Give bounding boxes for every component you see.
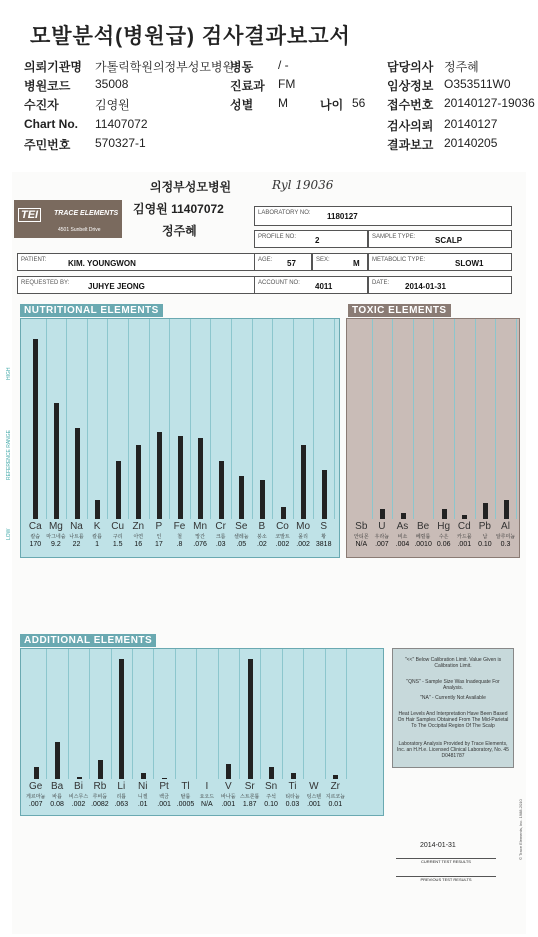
element-bar <box>162 778 167 779</box>
header-value: 20140127 <box>444 117 498 131</box>
element-symbol: W <box>309 781 319 792</box>
element-korean-name: 아연 <box>133 534 144 540</box>
element-korean-name: 셀레늄 <box>234 534 249 540</box>
age-box <box>254 253 312 271</box>
element-column <box>303 649 325 779</box>
element-symbol: Sn <box>264 781 278 792</box>
low-label: LOW <box>6 528 12 540</box>
element-value: .001 <box>221 801 236 808</box>
element-korean-name: 크롬 <box>215 534 226 540</box>
element-korean-name: 카드뮴 <box>457 534 472 540</box>
legend-box <box>392 648 514 768</box>
stamp-hospital: 의정부성모병원 <box>150 180 232 194</box>
element-symbol: Hg <box>437 521 451 532</box>
element-symbol: Sb <box>355 521 368 532</box>
trace-elements-logo <box>14 200 122 238</box>
element-column <box>454 319 476 519</box>
element-korean-name: 주석 <box>266 794 276 800</box>
element-value: N/A <box>201 801 213 808</box>
header-key: 접수번호 <box>387 98 434 112</box>
element-value: 170 <box>29 541 42 548</box>
element-bar <box>116 461 121 519</box>
element-value: .0005 <box>176 801 195 808</box>
header-value: / - <box>278 58 289 72</box>
header-value: 11407072 <box>95 117 148 131</box>
element-value: 0.08 <box>50 801 64 808</box>
element-bar <box>504 500 509 519</box>
header-value: 56 <box>352 96 366 110</box>
element-bar <box>301 445 306 519</box>
element-value: .007 <box>375 541 389 548</box>
toxic-title: TOXIC ELEMENTS <box>348 304 451 317</box>
element-column <box>87 319 109 519</box>
element-bar <box>95 500 100 519</box>
patient-sex: M <box>353 259 360 268</box>
element-symbol: Cu <box>111 521 125 532</box>
legend-note: Heat Levels And Interpretation Have Been Based On Hair Samples Obtained From The Mid-Parietal To The Occipital Region Of The Scalp <box>397 711 509 729</box>
field-label: PATIENT: <box>21 257 47 263</box>
sample-box <box>368 230 512 248</box>
element-symbol: Pb <box>478 521 491 532</box>
element-value: .02 <box>257 541 267 548</box>
element-symbol: Zr <box>330 781 341 792</box>
element-bar <box>34 767 39 779</box>
header-value: 정주혜 <box>444 60 479 74</box>
element-value: 0.01 <box>328 801 343 808</box>
element-symbol: Co <box>276 521 289 532</box>
stamp-doctor: 정주혜 <box>162 224 197 238</box>
element-korean-name: 비스무스 <box>68 794 89 800</box>
element-column <box>25 649 47 779</box>
element-column <box>68 649 90 779</box>
element-column <box>282 649 304 779</box>
element-korean-name: 붕소 <box>257 534 267 540</box>
element-korean-name: 비소 <box>397 534 408 540</box>
element-symbol: V <box>224 781 232 792</box>
element-korean-name: 철 <box>177 534 182 540</box>
element-korean-name: 알루미늄 <box>495 534 516 540</box>
legend-note: "<<" Below Calibration Limit. Value Given is Calibration Limit. <box>404 657 502 669</box>
header-key: 진료과 <box>230 79 265 93</box>
element-symbol: I <box>205 781 209 792</box>
footer-date: 2014-01-31 <box>420 842 456 849</box>
element-value: .007 <box>28 801 43 808</box>
element-value: 3818 <box>315 541 332 548</box>
element-symbol: U <box>378 521 386 532</box>
element-korean-name: 게르마늄 <box>26 794 46 800</box>
element-bar <box>442 509 447 519</box>
element-symbol: Fe <box>173 521 186 532</box>
element-bar <box>157 432 162 519</box>
header-key: 결과보고 <box>387 138 434 152</box>
header-value: 570327-1 <box>95 136 146 150</box>
high-label: HIGH <box>6 367 12 380</box>
element-korean-name: 지르코늄 <box>325 794 345 800</box>
element-bar <box>291 773 296 779</box>
element-bar <box>248 659 253 779</box>
element-bar <box>322 470 327 519</box>
element-symbol: Sr <box>244 781 255 792</box>
account-box <box>254 276 368 294</box>
element-bar <box>380 509 385 519</box>
requested-box <box>17 276 255 294</box>
element-symbol: P <box>155 521 163 532</box>
element-column <box>413 319 435 519</box>
element-column <box>196 649 218 779</box>
element-symbol: Ni <box>137 781 148 792</box>
element-bar <box>483 503 488 519</box>
element-korean-name: 바나듐 <box>221 794 236 800</box>
element-korean-name: 구리 <box>112 534 123 540</box>
element-bar <box>198 438 203 519</box>
element-column <box>272 319 294 519</box>
element-korean-name: 칼륨 <box>92 534 102 540</box>
element-column <box>153 649 175 779</box>
element-bar <box>33 339 38 519</box>
element-korean-name: 칼슘 <box>30 534 41 540</box>
legend-note: Laboratory Analysis Provided by Trace Elements, Inc. an H.H.e. Licensed Clinical Laboratory, No. 45 D0481787 <box>397 741 509 759</box>
element-bar <box>136 445 141 519</box>
metabolic-type: SLOW1 <box>455 259 484 268</box>
field-label: SAMPLE TYPE: <box>372 234 416 240</box>
header-key: 나이 <box>320 98 344 112</box>
nutritional-chart <box>20 318 340 558</box>
element-bar <box>75 428 80 519</box>
element-symbol: Rb <box>93 781 107 792</box>
element-value: .002 <box>275 541 290 548</box>
element-value: .0010 <box>414 541 432 548</box>
header-key: 수진자 <box>24 98 59 112</box>
header-value: 20140205 <box>444 136 498 150</box>
header-value: 김영원 <box>95 98 130 112</box>
additional-title: ADDITIONAL ELEMENTS <box>20 634 156 647</box>
element-value: 1.87 <box>242 801 257 808</box>
element-korean-name: 마그네슘 <box>46 534 66 540</box>
header-key: 의뢰기관명 <box>24 60 82 74</box>
element-value: .03 <box>215 541 226 548</box>
element-symbol: Ba <box>50 781 64 792</box>
element-korean-name: 인 <box>156 534 162 540</box>
patient-box <box>17 253 255 271</box>
element-korean-name: 안티몬 <box>354 534 369 540</box>
element-bar <box>178 436 183 519</box>
element-bar <box>401 513 406 519</box>
element-korean-name: 티타늄 <box>285 794 300 800</box>
element-korean-name: 몰리 <box>298 534 308 540</box>
header-value: M <box>278 96 288 110</box>
date-box <box>368 276 512 294</box>
element-symbol: Ti <box>288 781 297 792</box>
header-value: 가톨릭학원의정부성모병원 <box>95 60 235 74</box>
header-value: O353511W0 <box>444 77 511 91</box>
element-bar <box>269 767 274 779</box>
element-value: 9.2 <box>51 541 61 548</box>
element-symbol: Mg <box>48 521 63 532</box>
element-value: .001 <box>307 801 321 808</box>
element-symbol: Zn <box>132 521 145 532</box>
profile-box <box>254 230 368 248</box>
element-symbol: Cr <box>215 521 226 532</box>
element-value: .002 <box>296 541 310 548</box>
element-column <box>260 649 282 779</box>
element-column <box>325 649 347 779</box>
patient-age: 57 <box>287 259 296 268</box>
sample-type: SCALP <box>435 236 463 245</box>
logo-address: 4501 Sunbelt Drive <box>58 227 101 233</box>
field-label: LABORATORY NO: <box>258 210 311 216</box>
requested-by: JUHYE JEONG <box>88 282 145 291</box>
field-label: SEX: <box>316 257 330 263</box>
element-value: 22 <box>72 541 81 548</box>
lab-no: 1180127 <box>327 212 358 221</box>
element-bar <box>226 764 231 779</box>
element-value: .05 <box>236 541 247 548</box>
field-label: DATE: <box>372 280 390 286</box>
element-value: .01 <box>137 801 148 808</box>
element-value: .0082 <box>91 801 109 808</box>
element-bar <box>333 775 338 779</box>
header-key: 검사의뢰 <box>387 119 434 133</box>
element-symbol: K <box>93 521 101 532</box>
reference-range-label: REFERENCE RANGE <box>6 429 12 480</box>
element-column <box>351 319 373 519</box>
element-column <box>475 319 497 519</box>
element-value: .004 <box>395 541 410 548</box>
element-symbol: Mo <box>296 521 311 532</box>
previous-results-label: PREVIOUS TEST RESULTS <box>396 876 496 882</box>
element-value: .002 <box>71 801 86 808</box>
element-value: 0.06 <box>436 541 451 548</box>
nutritional-title: NUTRITIONAL ELEMENTS <box>20 304 163 317</box>
element-symbol: Se <box>235 521 248 532</box>
element-symbol: Cd <box>457 521 471 532</box>
element-value: N/A <box>355 541 368 548</box>
report-date: 2014-01-31 <box>405 282 446 291</box>
element-symbol: Pt <box>159 781 169 792</box>
element-korean-name: 납 <box>482 534 488 540</box>
lab-no-box <box>254 206 512 226</box>
element-column <box>132 649 154 779</box>
header-key: 병원코드 <box>24 79 71 93</box>
element-column <box>218 649 240 779</box>
field-label: REQUESTED BY: <box>21 280 70 286</box>
element-korean-name: 루비듐 <box>92 794 108 800</box>
patient-name: KIM. YOUNGWON <box>68 259 136 268</box>
element-value: .063 <box>114 801 129 808</box>
element-bar <box>54 403 59 519</box>
element-bar <box>98 760 103 779</box>
element-korean-name: 니켈 <box>137 794 148 800</box>
element-column <box>433 319 455 519</box>
header-value: FM <box>278 77 296 91</box>
additional-chart <box>20 648 384 816</box>
element-korean-name: 요오드 <box>199 794 215 800</box>
element-bar <box>77 777 82 779</box>
element-bar <box>281 507 286 519</box>
header-key: 병동 <box>230 60 254 74</box>
element-korean-name: 텅스텐 <box>306 794 322 800</box>
element-value: 0.03 <box>285 801 300 808</box>
header-key: 담당의사 <box>387 60 434 74</box>
element-value: 16 <box>134 541 143 548</box>
element-value: 0.10 <box>264 801 278 808</box>
copyright: © Trace Elements, Inc. 1988-2010 <box>518 799 523 860</box>
element-bar <box>462 515 467 519</box>
metabolic-box <box>368 253 512 271</box>
element-symbol: Al <box>501 521 510 532</box>
element-korean-name: 망간 <box>195 534 205 540</box>
element-column <box>495 319 517 519</box>
handwritten-note: Ryl 19036 <box>272 178 334 192</box>
toxic-chart <box>346 318 520 558</box>
legend-note: "QNS" - Sample Size Was Inadequate For Analysis. <box>406 679 500 691</box>
element-korean-name: 바륨 <box>52 794 62 800</box>
element-value: 17 <box>154 541 163 548</box>
element-korean-name: 황 <box>321 534 327 540</box>
element-korean-name: 수은 <box>438 534 449 540</box>
account-no: 4011 <box>315 282 333 291</box>
element-symbol: As <box>396 521 409 532</box>
element-korean-name: 코발트 <box>275 534 290 540</box>
element-symbol: Ca <box>28 521 42 532</box>
header-key: 주민번호 <box>24 138 71 152</box>
header-key: Chart No. <box>24 117 78 131</box>
element-value: 0.3 <box>500 541 511 548</box>
header-value: 35008 <box>95 77 129 91</box>
element-symbol: Li <box>117 781 126 792</box>
element-korean-name: 우라늄 <box>374 534 390 540</box>
element-column <box>392 319 414 519</box>
tei-badge: TEI <box>18 208 41 222</box>
field-label: METABOLIC TYPE: <box>372 257 426 263</box>
element-column <box>372 319 394 519</box>
page-title: 모발분석(병원급) 검사결과보고서 <box>30 25 351 48</box>
sex-box <box>312 253 368 271</box>
element-symbol: Ge <box>29 781 43 792</box>
element-korean-name: 백금 <box>159 794 169 800</box>
logo-name: TRACE ELEMENTS <box>54 210 119 217</box>
element-symbol: S <box>320 521 328 532</box>
element-korean-name: 탈륨 <box>180 794 191 800</box>
element-bar <box>219 461 224 519</box>
element-bar <box>260 480 265 519</box>
element-symbol: Mn <box>193 521 208 532</box>
element-bar <box>55 742 60 779</box>
element-value: .001 <box>457 541 472 548</box>
element-symbol: Be <box>416 521 430 532</box>
header-value: 20140127-19036 <box>444 96 535 110</box>
stamp-patient: 김영원 11407072 <box>133 202 224 216</box>
legend-note: "NA" - Currently Not Available <box>420 695 486 701</box>
element-value: 1 <box>95 541 100 548</box>
element-value: .076 <box>193 541 207 548</box>
element-symbol: Na <box>70 521 83 532</box>
element-bar <box>141 773 146 779</box>
field-label: AGE: <box>258 257 273 263</box>
element-bar <box>239 476 244 519</box>
field-label: PROFILE NO: <box>258 234 297 240</box>
element-korean-name: 나트륨 <box>69 534 84 540</box>
element-symbol: B <box>258 521 266 532</box>
element-korean-name: 리튬 <box>116 794 127 800</box>
element-symbol: Bi <box>74 781 83 792</box>
element-bar <box>119 659 124 779</box>
element-value: 0.10 <box>478 541 492 548</box>
header-key: 임상정보 <box>387 79 434 93</box>
header-key: 성별 <box>230 98 254 112</box>
element-korean-name: 스트론튬 <box>240 794 260 800</box>
element-symbol: Tl <box>181 781 190 792</box>
element-value: .001 <box>157 801 171 808</box>
field-label: ACCOUNT NO: <box>258 280 300 286</box>
element-value: .8 <box>176 541 183 548</box>
profile-no: 2 <box>315 236 320 245</box>
element-column <box>175 649 197 779</box>
element-value: 1.5 <box>112 541 123 548</box>
current-results-label: CURRENT TEST RESULTS <box>396 858 496 864</box>
element-korean-name: 베릴륨 <box>415 534 431 540</box>
